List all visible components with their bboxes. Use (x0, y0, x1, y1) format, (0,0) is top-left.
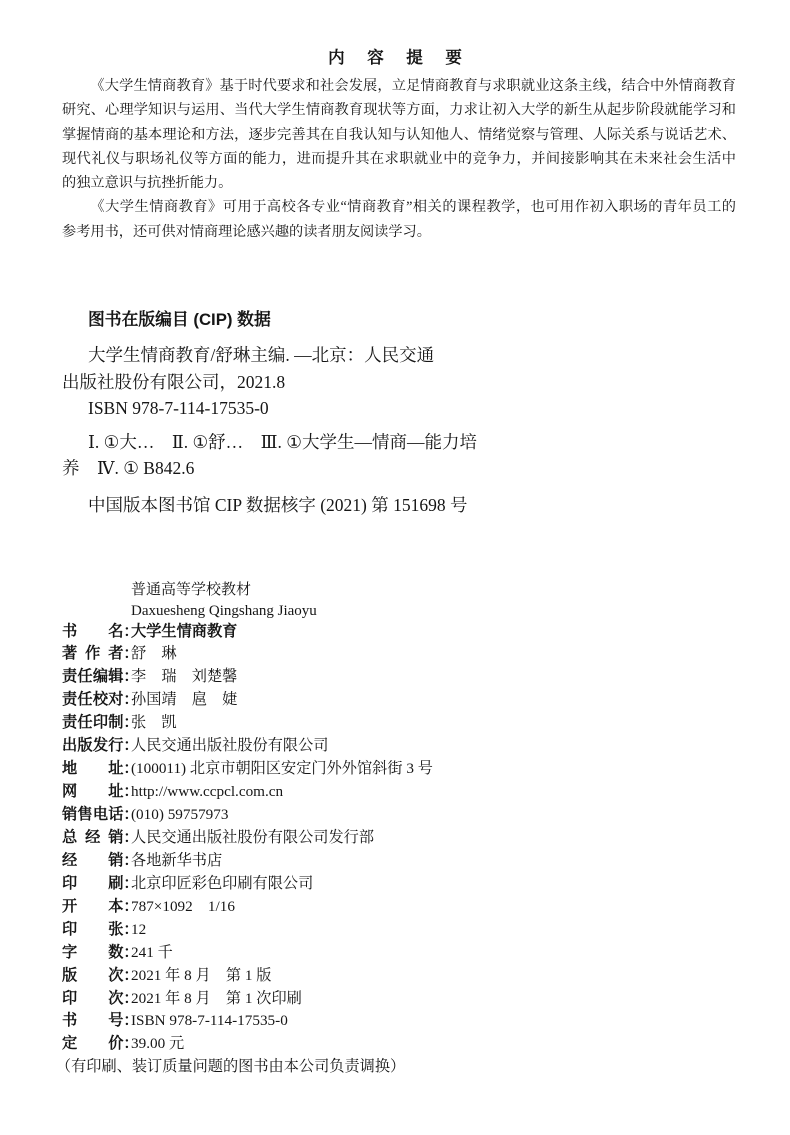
colophon-separator: ： (123, 966, 131, 984)
colophon-row-printer (62, 873, 762, 896)
colophon-separator: ： (123, 668, 131, 686)
colophon-label: 印 刷 (62, 874, 124, 892)
colophon-row-proofreader (62, 689, 762, 712)
colophon-separator: ： (123, 645, 131, 663)
colophon-separator: ： (123, 943, 131, 961)
colophon-row-author (62, 643, 762, 666)
colophon-row-print-supervisor (62, 712, 762, 735)
colophon-value: 大学生情商教育 (131, 622, 238, 640)
colophon-separator: ： (123, 828, 131, 846)
colophon-label: 书 号 (62, 1012, 124, 1030)
colophon-separator: ： (123, 1035, 131, 1053)
colophon-value: 39.00 元 (131, 1035, 185, 1053)
colophon-label: 定 价 (62, 1035, 124, 1053)
colophon-value: (010) 59757973 (131, 806, 229, 823)
series-name: 普通高等学校教材 (131, 582, 252, 598)
intro-body (62, 74, 736, 244)
colophon-row-impression (62, 988, 762, 1011)
cip-record-number: 中国版本图书馆 CIP 数据核字 (2021) 第 151698 号 (88, 495, 468, 515)
colophon-value: 12 (131, 920, 147, 938)
colophon-label: 出版发行 (62, 737, 124, 755)
cip-line: 大学生情商教育/舒琳主编. —北京：人民交通 (88, 345, 435, 365)
pinyin-title: Daxuesheng Qingshang Jiaoyu (131, 603, 317, 619)
cip-isbn-line: ISBN 978-7-114-17535-0 (88, 398, 269, 418)
colophon-value: 李 瑞 刘楚馨 (131, 668, 238, 686)
cip-classification-line: Ⅰ. ①大… Ⅱ. ①舒… Ⅲ. ①大学生—情商—能力培 (88, 432, 477, 452)
colophon-value: 人民交通出版社股份有限公司发行部 (131, 828, 374, 846)
colophon-row-price (62, 1033, 762, 1056)
colophon-value: 舒 琳 (131, 645, 177, 663)
colophon (55, 621, 762, 1080)
colophon-label: 书 名 (62, 622, 124, 640)
colophon-row-publisher (62, 735, 762, 758)
colophon-value: 2021 年 8 月 第 1 版 (131, 966, 272, 984)
colophon-label: 责任印制 (62, 714, 124, 732)
colophon-value: http://www.ccpcl.com.cn (131, 783, 284, 801)
colophon-separator: ： (123, 783, 131, 801)
colophon-label: 责任校对 (62, 691, 124, 709)
colophon-row-format (62, 896, 762, 919)
colophon-row-distributor (62, 850, 762, 873)
colophon-label: 印 次 (62, 989, 124, 1007)
colophon-value: 241 千 (131, 943, 173, 961)
colophon-row-general-distributor (62, 827, 762, 850)
cip-classification-line: 养 Ⅳ. ① B842.6 (62, 458, 195, 478)
colophon-label: 开 本 (62, 897, 124, 915)
colophon-value: 北京印匠彩色印刷有限公司 (131, 874, 314, 892)
colophon-separator: ： (123, 920, 131, 938)
intro-paragraph-1 (62, 74, 736, 195)
colophon-label: 地 址 (62, 760, 124, 778)
colophon-row-word-count (62, 942, 762, 965)
quality-notice: （有印刷、装订质量问题的图书由本公司负责调换） (55, 1058, 406, 1076)
intro-paragraph-line: 《大学生情商教育》可用于高校各专业“情商教育”相关的课程教学，也可用作初入职场的青年员工的 (90, 199, 736, 216)
cip-title: 图书在版编目 (CIP) 数据 (88, 310, 271, 329)
colophon-label: 网 址 (62, 783, 124, 801)
colophon-row-address (62, 758, 762, 781)
colophon-label: 字 数 (62, 943, 124, 961)
colophon-separator: ： (123, 989, 131, 1007)
colophon-separator: ： (123, 874, 131, 892)
colophon-value: 各地新华书店 (131, 851, 223, 869)
colophon-label: 著 作 者 (62, 645, 124, 663)
colophon-row-title (62, 621, 762, 644)
colophon-separator: ： (123, 691, 131, 709)
colophon-label: 经 销 (62, 851, 124, 869)
colophon-row-editor (62, 666, 762, 689)
colophon-value: 人民交通出版社股份有限公司 (131, 737, 329, 755)
colophon-label: 印 张 (62, 920, 124, 938)
colophon-separator: ： (123, 622, 131, 640)
colophon-value: (100011) 北京市朝阳区安定门外外馆斜街 3 号 (131, 760, 433, 778)
intro-paragraph-line: 参考用书，还可供对情商理论感兴趣的读者朋友阅读学习。 (62, 223, 431, 240)
colophon-separator: ： (123, 1012, 131, 1030)
colophon-separator: ： (123, 714, 131, 732)
intro-title: 内 容 提 要 (328, 49, 462, 67)
intro-paragraph-line: 《大学生情商教育》基于时代要求和社会发展，立足情商教育与求职就业这条主线，结合中外情商教育 (90, 78, 736, 94)
colophon-separator: ： (123, 897, 131, 915)
intro-paragraph-2 (62, 195, 736, 244)
colophon-value: 2021 年 8 月 第 1 次印刷 (131, 989, 302, 1007)
colophon-row-edition (62, 965, 762, 988)
colophon-value: 孙国靖 扈 婕 (131, 691, 238, 709)
colophon-label: 总 经 销 (62, 828, 124, 846)
intro-paragraph-line: 掌握情商的基本理论和方法，逐步完善其在自我认知与认知他人、情绪觉察与管理、人际关系与说话艺术、 (62, 126, 736, 143)
colophon-row-isbn (62, 1010, 762, 1033)
colophon-value: ISBN 978-7-114-17535-0 (131, 1012, 288, 1030)
colophon-row-printed-sheets (62, 919, 762, 942)
colophon-row-sales-phone (62, 804, 762, 827)
colophon-label: 责任编辑 (62, 668, 124, 686)
colophon-row-website (62, 781, 762, 804)
colophon-value: 张 凯 (131, 714, 177, 732)
colophon-separator: ： (123, 806, 131, 823)
colophon-separator: ： (123, 851, 131, 869)
intro-paragraph-line: 现代礼仪与职场礼仪等方面的能力，进而提升其在求职就业中的竞争力，并间接影响其在未来社会生活中 (62, 150, 736, 167)
cip-line: 出版社股份有限公司，2021.8 (62, 372, 286, 392)
intro-paragraph-line: 的独立意识与抗挫折能力。 (62, 175, 233, 192)
colophon-label: 版 次 (62, 966, 124, 984)
intro-paragraph-line: 研究、心理学知识与运用、当代大学生情商教育现状等方面，力求让初入大学的新生从起步阶段就能学习和 (62, 102, 736, 119)
colophon-separator: ： (123, 737, 131, 755)
colophon-label: 销售电话 (62, 806, 124, 823)
colophon-value: 787×1092 1/16 (131, 897, 235, 915)
colophon-separator: ： (123, 760, 131, 778)
